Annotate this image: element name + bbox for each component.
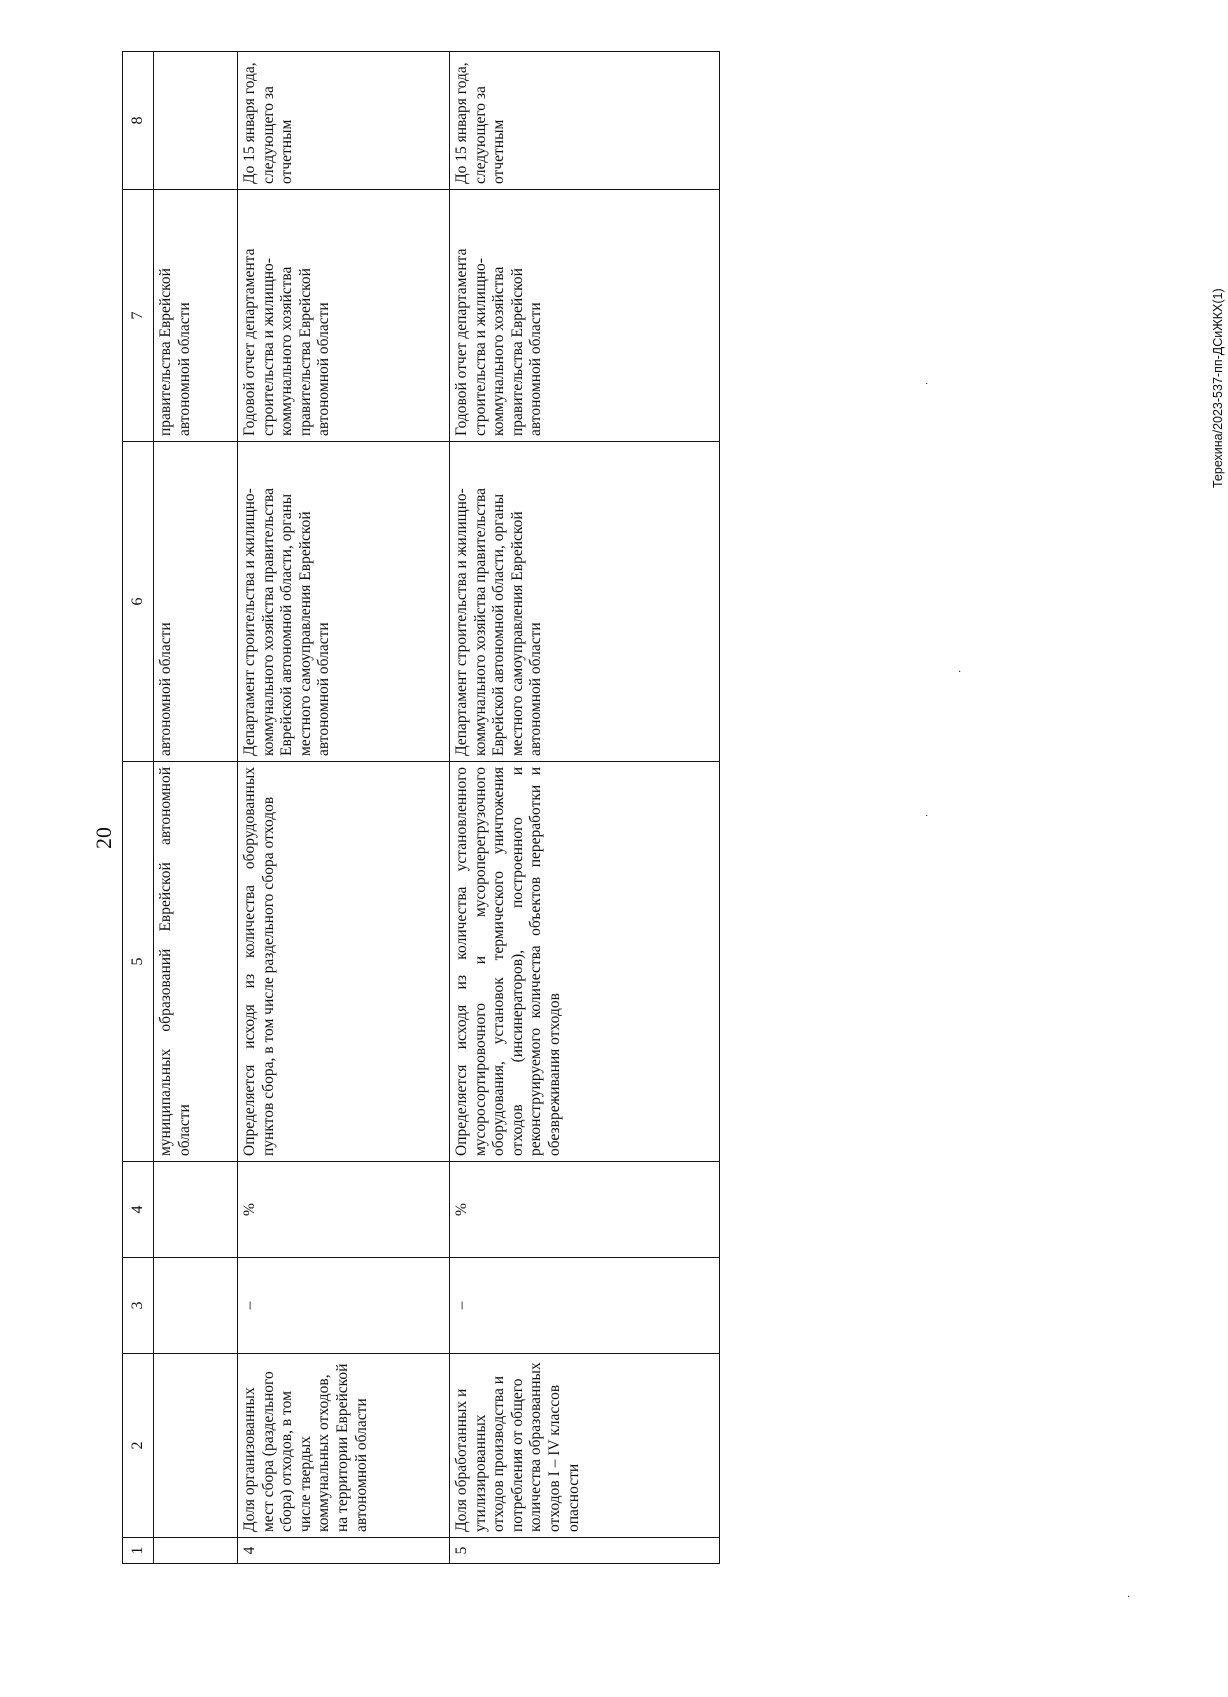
- rotated-table-frame: [122, 52, 716, 1564]
- cont-name-cell: [154, 1354, 238, 1538]
- table-container: [122, 52, 716, 1564]
- indicator-name-cell: Доля обработанных и утилизированных отходов производства и потребления от общего количества образованных отходов I – IV классов опасности: [450, 1354, 720, 1538]
- header-cell-5: 5: [123, 762, 154, 1162]
- continuation-row: [154, 52, 238, 1564]
- deadline-cell: До 15 января года, следующего за отчетным: [238, 52, 450, 190]
- method-cell: Определяется исходя из количества установленного мусоросортировочного и мусороперегрузочного оборудования, установок термического уничтожения отходов (инсинераторов), построенного и реконструируемого количества объектов переработки и обезвреживания отходов: [450, 762, 720, 1162]
- header-cell-3: 3: [123, 1258, 154, 1354]
- document-code: Терехина/2023-537-пп-ДСиЖКХ(1): [1211, 288, 1225, 488]
- page-number: 20: [91, 827, 116, 849]
- unit-cell: %: [238, 1162, 450, 1258]
- responsible-cell: Департамент строительства и жилищно-коммунального хозяйства правительства Еврейской автономной области, органы местного самоуправления Еврейской автономной области: [450, 442, 720, 762]
- header-cell-2: 2: [123, 1354, 154, 1538]
- indicators-table: [122, 51, 720, 1564]
- cont-source-cell: правительства Еврейской автономной области: [154, 190, 238, 442]
- scan-speck: ·: [925, 379, 929, 390]
- unit-cell: %: [450, 1162, 720, 1258]
- method-cell: Определяется исходя из количества оборудованных пунктов сбора, в том числе раздельного сбора отходов: [238, 762, 450, 1162]
- scan-speck: ·: [1127, 1592, 1131, 1603]
- source-cell: Годовой отчет департамента строительства и жилищно-коммунального хозяйства правительства Еврейской автономной области: [238, 190, 450, 442]
- cont-col3-cell: [154, 1258, 238, 1354]
- row-number-cell: 4: [238, 1538, 450, 1564]
- scan-speck: ·: [958, 667, 962, 678]
- cont-responsible-cell: автономной области: [154, 442, 238, 762]
- header-cell-1: 1: [123, 1538, 154, 1564]
- header-cell-7: 7: [123, 190, 154, 442]
- row-number-cell: 5: [450, 1538, 720, 1564]
- table-row: [450, 52, 720, 1564]
- header-cell-8: 8: [123, 52, 154, 190]
- deadline-cell: До 15 января года, следующего за отчетным: [450, 52, 720, 190]
- col3-cell: –: [238, 1258, 450, 1354]
- cont-method-cell: муниципальных образований Еврейской автономной области: [154, 762, 238, 1162]
- header-cell-4: 4: [123, 1162, 154, 1258]
- col3-cell: –: [450, 1258, 720, 1354]
- scan-speck: ·: [925, 811, 929, 822]
- indicator-name-cell: Доля организованных мест сбора (раздельного сбора) отходов, в том числе твердых коммунальных отходов, на территории Еврейской автономной области: [238, 1354, 450, 1538]
- cont-deadline-cell: [154, 52, 238, 190]
- cont-unit-cell: [154, 1162, 238, 1258]
- responsible-cell: Департамент строительства и жилищно-коммунального хозяйства правительства Еврейской автономной области, органы местного самоуправления Еврейской автономной области: [238, 442, 450, 762]
- cont-num-cell: [154, 1538, 238, 1564]
- source-cell: Годовой отчет департамента строительства и жилищно-коммунального хозяйства правительства Еврейской автономной области: [450, 190, 720, 442]
- header-cell-6: 6: [123, 442, 154, 762]
- header-row: [123, 52, 154, 1564]
- table-row: [238, 52, 450, 1564]
